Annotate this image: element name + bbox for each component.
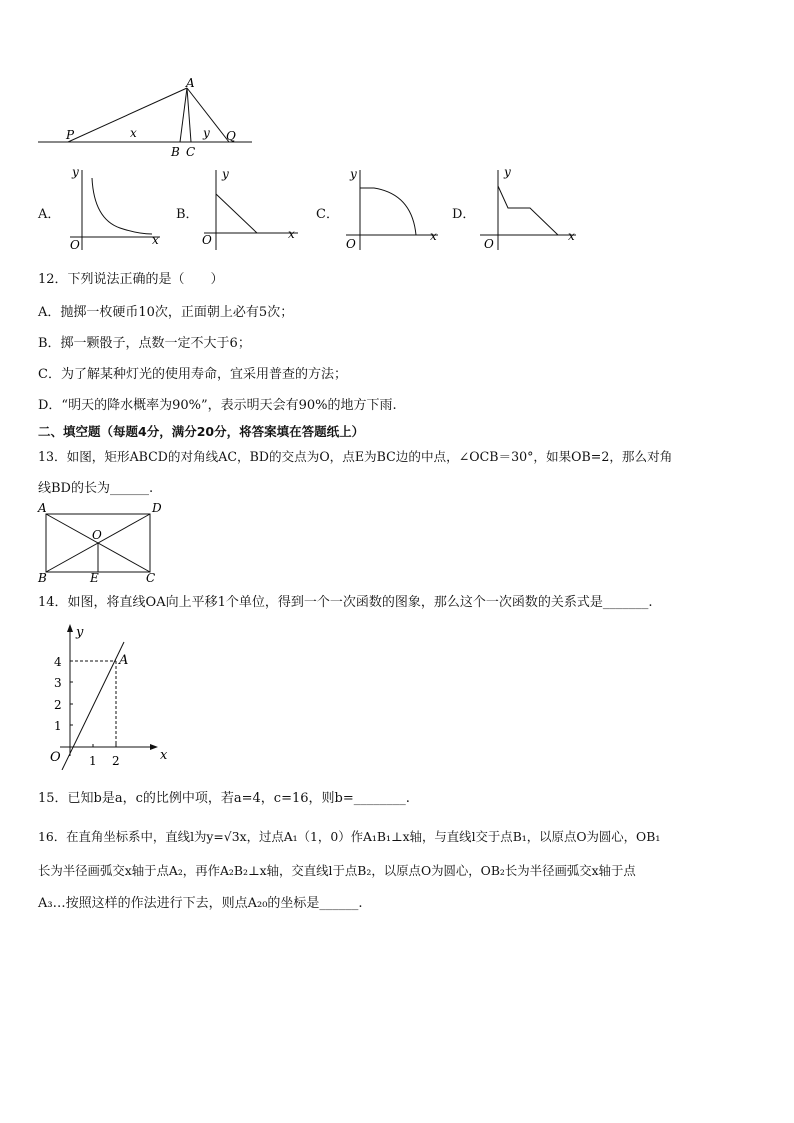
q14-tick-y3: 3 [54,676,62,690]
q15-stem: 15．已知b是a，c的比例中项，若a=4，c=16，则b=________. [38,791,410,806]
q11-C-ylabel: y [350,167,357,181]
q13-label-B: B [38,571,47,585]
q11-segment-AB [180,88,187,142]
q14-tick-y2: 2 [54,698,62,712]
q13-label-A: A [38,501,47,515]
q11-D-ylabel: y [504,165,511,179]
q11-A-ylabel: y [72,165,79,179]
q11-option-D-label[interactable]: D． [452,207,476,222]
q14-label-A: A [119,653,129,668]
q11-D-xlabel: x [568,229,575,243]
q16-stem-line3: A₃…按照这样的作法进行下去，则点A₂₀的坐标是______. [38,896,363,911]
q14-label-y: y [76,625,84,640]
q13-stem-line2: 线BD的长为______. [38,481,154,496]
q11-A-curve [92,178,152,234]
q12-option-B[interactable]: B．掷一颗骰子，点数一定不大于6； [38,336,251,351]
q11-B-ylabel: y [222,167,229,181]
q11-label-Q: Q [226,129,236,143]
q14-tick-x1: 1 [89,754,97,768]
q11-option-A-label[interactable]: A． [38,207,61,222]
q11-segment-AC [187,88,191,142]
q14-tick-y1: 1 [54,719,62,733]
q14-tick-x2: 2 [112,754,120,768]
q12-option-A[interactable]: A．抛掷一枚硬币10次，正面朝上必有5次； [38,305,294,320]
q11-option-C-graph[interactable] [338,164,448,254]
q11-option-A-graph[interactable] [60,164,170,254]
q11-D-curve [498,186,558,235]
q11-B-curve [216,194,257,233]
q13-label-O: O [92,528,102,542]
q14-label-O: O [50,750,61,765]
q16-stem-line1: 16．在直角坐标系中，直线l为y=√3x，过点A₁（1，0）作A₁B₁⊥x轴，与直线l交于点B₁，以原点O为圆心，OB₁ [38,829,661,844]
q14-label-x: x [160,748,168,763]
q11-label-y: y [203,126,210,140]
q11-D-origin: O [484,237,494,251]
q11-option-B-label[interactable]: B． [176,207,199,222]
q16-stem-line2: 长为半径画弧交x轴于点A₂，再作A₂B₂⊥x轴，交直线l于点B₂，以原点O为圆心，OB₂长为半径画弧交x轴于点 [38,863,636,878]
q11-B-origin: O [202,233,212,247]
q12-stem: 12．下列说法正确的是（ ） [38,272,224,287]
q12-option-D[interactable]: D．“明天的降水概率为90%”，表示明天会有90%的地方下雨. [38,398,397,413]
q11-C-xlabel: x [430,229,437,243]
q11-label-A: A [186,76,195,90]
q11-C-curve [360,188,416,235]
q11-option-C-label[interactable]: C． [316,207,339,222]
q11-segment-PA [68,88,187,142]
q11-label-B: B [171,145,180,159]
q13-stem-line1: 13．如图，矩形ABCD的对角线AC，BD的交点为O，点E为BC边的中点，∠OCB＝30°，如果OB=2，那么对角 [38,449,673,464]
q11-label-x: x [130,126,137,140]
q11-triangle-figure [30,76,260,160]
q14-stem: 14．如图，将直线OA向上平移1个单位，得到一个一次函数的图象，那么这个一次函数的关系式是_______. [38,595,653,610]
q11-C-origin: O [346,237,356,251]
q11-label-P: P [66,128,75,142]
q13-label-E: E [90,571,99,585]
q12-option-C[interactable]: C．为了解某种灯光的使用寿命，宜采用普查的方法； [38,367,347,382]
q11-option-B-graph[interactable] [198,164,308,254]
q11-B-xlabel: x [288,227,295,241]
q11-label-C: C [186,145,196,159]
q13-label-D: D [152,501,162,515]
q13-label-C: C [146,571,156,585]
q13-rectangle-figure [34,500,170,586]
q11-option-D-graph[interactable] [474,164,584,254]
section-heading-fill-in: 二、填空题（每题4分，满分20分，将答案填在答题纸上） [38,424,365,439]
q14-graph [38,620,178,770]
q14-tick-y4: 4 [54,655,62,669]
q11-A-xlabel: x [152,233,159,247]
q11-A-origin: O [70,238,80,252]
